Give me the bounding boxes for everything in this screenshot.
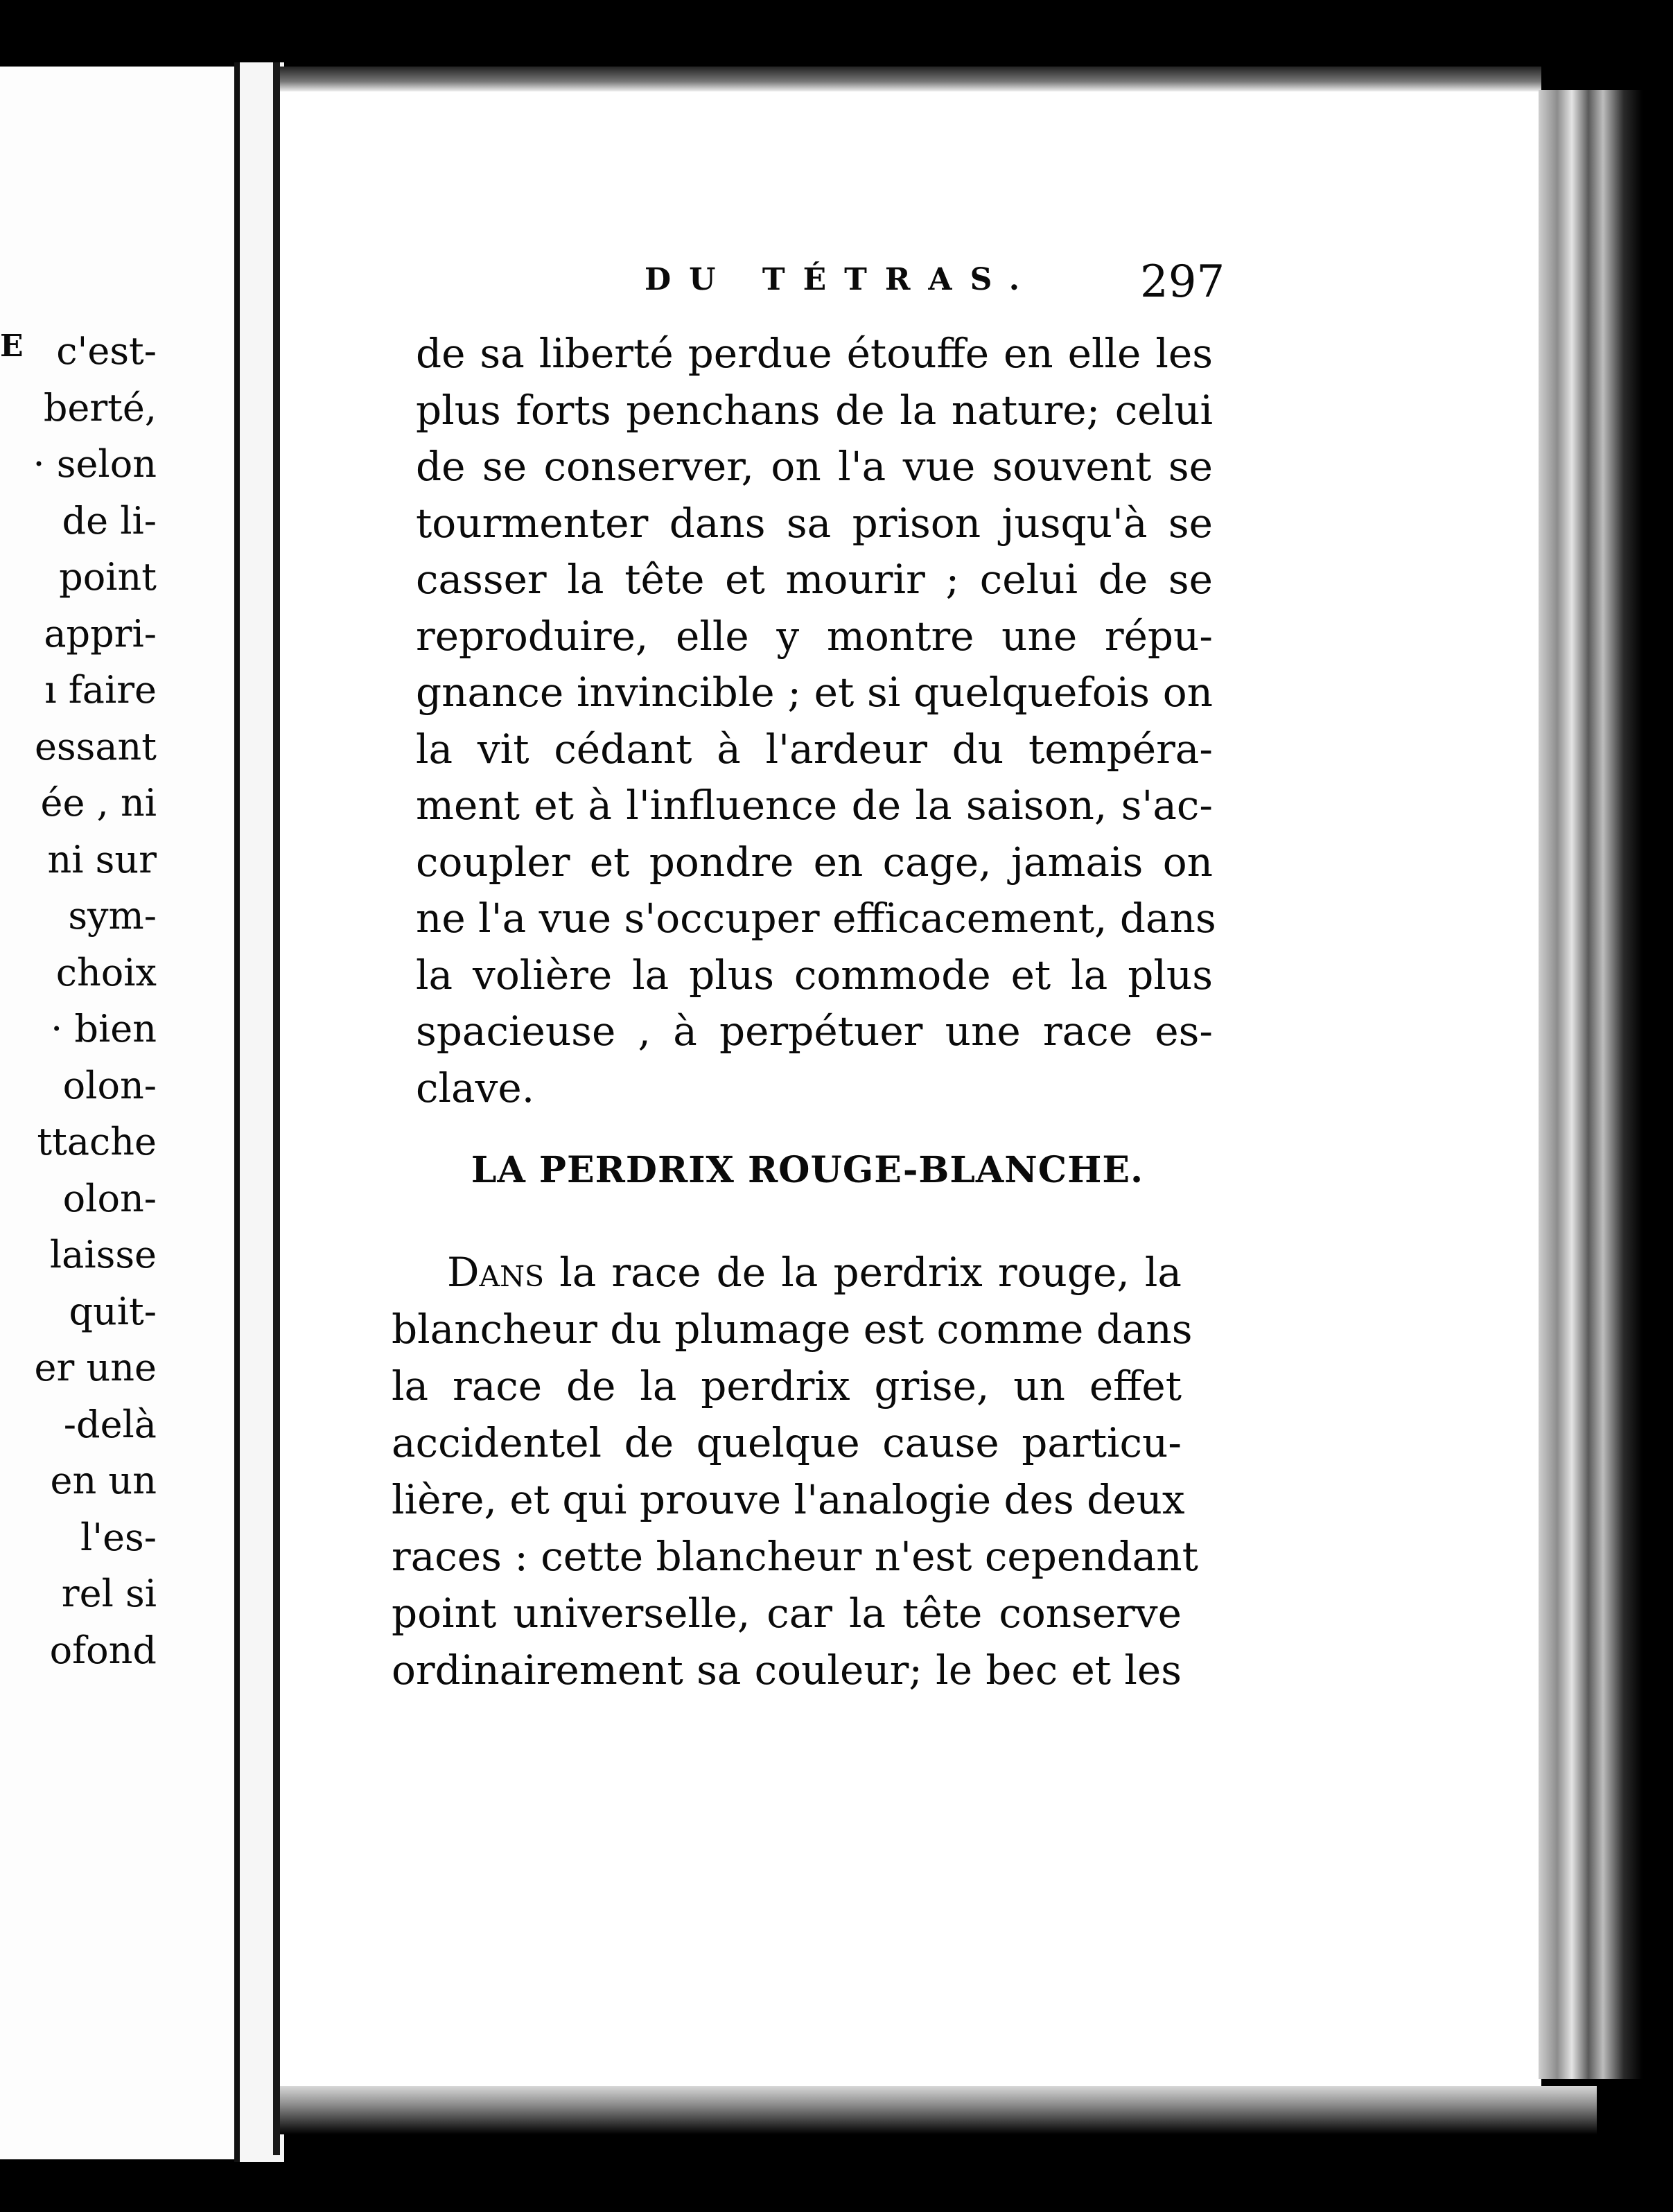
text-line: casser la tête et mourir ; celui de se	[416, 556, 1213, 603]
paragraph-dropcap-word: Dans	[447, 1249, 545, 1296]
running-head: DU TÉTRAS.	[645, 262, 1038, 297]
left-line: choix	[55, 950, 157, 994]
left-line: olon-	[62, 1063, 157, 1107]
text-line: la volière la plus commode et la plus	[416, 951, 1213, 999]
text-line: tourmenter dans sa prison jusqu'à se	[416, 499, 1213, 547]
text-line: clave.	[416, 1064, 535, 1112]
text-line: lière, et qui prouve l'analogie des deux	[392, 1476, 1185, 1523]
left-page-text-column	[0, 323, 157, 1678]
page-top-edge	[280, 67, 1541, 91]
left-line: quit-	[69, 1289, 157, 1333]
left-line: er une	[34, 1346, 157, 1389]
text-line: ordinairement sa couleur; le bec et les	[392, 1647, 1182, 1694]
left-running-head-fragment: E	[0, 328, 24, 364]
text-line: de se conserver, on l'a vue souvent se	[416, 443, 1213, 490]
left-facing-page	[0, 67, 234, 2159]
text-line-rest: la race de la perdrix rouge, la	[544, 1249, 1182, 1296]
paragraph-2	[392, 1244, 1198, 1698]
text-line: reproduire, elle y montre une répu-	[416, 612, 1213, 660]
left-line: ofond	[49, 1628, 157, 1672]
text-line: plus forts penchans de la nature; celui	[416, 386, 1213, 434]
text-line: ne l'a vue s'occuper efficacement, dans	[416, 895, 1216, 942]
gutter-fold-line	[273, 62, 280, 2155]
page-fore-edge	[1539, 90, 1643, 2079]
left-line: ı faire	[44, 668, 157, 712]
left-line: l'es-	[80, 1515, 157, 1559]
left-line: berté,	[43, 385, 157, 430]
text-line: point universelle, car la tête conserve	[392, 1590, 1182, 1637]
left-line: sym-	[68, 894, 157, 938]
left-line: appri-	[44, 611, 157, 656]
left-line: olon-	[62, 1176, 157, 1220]
text-line: spacieuse , à perpétuer une race es-	[416, 1008, 1213, 1055]
text-line: accidentel de quelque cause particu-	[392, 1419, 1182, 1466]
text-line: races : cette blancheur n'est cependant	[392, 1533, 1198, 1580]
left-line: c'est-	[56, 329, 157, 373]
text-line: ment et à l'influence de la saison, s'ac-	[416, 782, 1213, 829]
left-line: rel si	[61, 1572, 157, 1615]
page-number: 297	[1140, 256, 1225, 308]
page-bottom-edge	[280, 2086, 1597, 2134]
text-line: blancheur du plumage est comme dans	[392, 1306, 1193, 1353]
left-line: ttache	[37, 1120, 157, 1164]
text-line: la vit cédant à l'ardeur du tempéra-	[416, 725, 1213, 773]
left-line: point	[59, 555, 157, 599]
left-line: · selon	[33, 442, 157, 486]
text-line: de sa liberté perdue étouffe en elle les	[416, 330, 1213, 377]
text-line-first	[392, 1244, 1182, 1301]
left-line: en un	[50, 1459, 157, 1502]
left-line: ée , ni	[40, 781, 157, 825]
left-line: essant	[34, 724, 157, 769]
left-line: de li-	[62, 498, 157, 543]
left-line: · bien	[51, 1007, 157, 1051]
section-heading: LA PERDRIX ROUGE-BLANCHE.	[471, 1149, 1144, 1191]
left-line: ni sur	[47, 837, 157, 881]
text-line: la race de la perdrix grise, un effet	[392, 1362, 1182, 1410]
left-line: -delà	[63, 1402, 157, 1446]
paragraph-1	[416, 326, 1216, 1116]
text-line: gnance invincible ; et si quelquefois on	[416, 669, 1213, 716]
left-line: laisse	[49, 1233, 157, 1276]
text-line: coupler et pondre en cage, jamais on	[416, 838, 1213, 886]
